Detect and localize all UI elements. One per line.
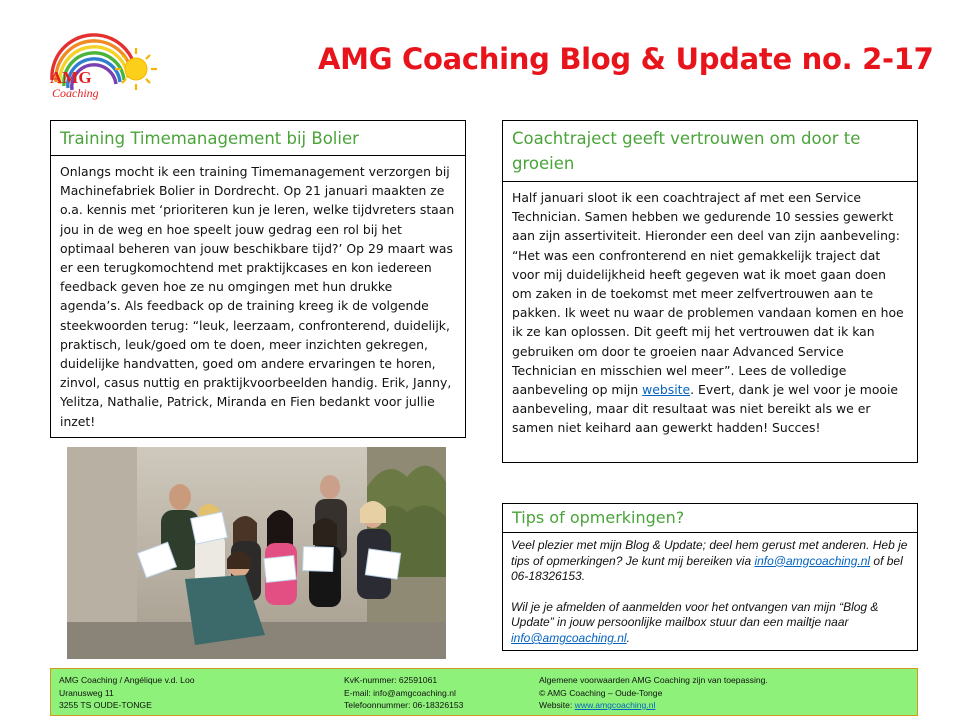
footer-legal bbox=[539, 674, 768, 712]
article1-text: Onlangs mocht ik een training Timemanagement verzorgen bij Machinefabriek Bolier in Dordrecht. Op 21 januari maakten ze o.a. kennis met ‘prioriteren kun je leren, welke tijdvreters staan jou in de weg en hoe speelt jouw gedrag een rol bij het optimaal beheren van jouw beschikbare tijd?’ Op 29 maart was er een terugkomochtend met praktijkcases en kon iedereen feedback geven hoe ze nu omgingen met hun drukke agenda’s. Als feedback op de training kreeg ik de volgende steekwoorden terug: “leuk, leerzaam, confronterend, duidelijk, praktisch, leuk/goed om te doen, meer inzichten gekregen, duidelijke handvatten, goed om andere ervaringen te horen, zinvol, casus nuttig en praktijkvoorbeelden handig. Erik, Janny, Yelitza, Nathalie, Patrick, Miranda en Fien bedankt voor jullie inzet! bbox=[60, 164, 455, 429]
tips-p1-text: Veel plezier met mijn Blog & Update; deel hem gerust met anderen. Heb je tips of opmerkingen? Je kunt mij bereiken via bbox=[511, 538, 908, 568]
group-photo-image bbox=[67, 447, 446, 659]
footer-website-link[interactable]: www.amgcoaching.nl bbox=[574, 700, 656, 710]
rainbow-sun-logo-icon bbox=[44, 22, 164, 102]
footer-city: 3255 TS OUDE-TONGE bbox=[59, 700, 152, 710]
logo-text-top: AMG bbox=[50, 68, 92, 87]
page-title: AMG Coaching Blog & Update no. 2-17 bbox=[318, 42, 934, 76]
footer-company: AMG Coaching / Angélique v.d. Loo bbox=[59, 675, 195, 685]
group-photo bbox=[67, 447, 446, 659]
email-link-2[interactable]: info@amgcoaching.nl bbox=[511, 630, 627, 645]
tips-heading: Tips of opmerkingen? bbox=[502, 503, 918, 533]
footer-street: Uranusweg 11 bbox=[59, 687, 114, 698]
website-link[interactable]: website bbox=[642, 382, 691, 398]
article1-body bbox=[50, 155, 466, 438]
footer-website bbox=[539, 699, 768, 712]
email-link[interactable]: info@amgcoaching.nl bbox=[754, 553, 871, 568]
footer-website-label: Website: bbox=[539, 700, 575, 710]
footer-copyright: © AMG Coaching – Oude-Tonge bbox=[539, 687, 663, 698]
tips-p2-text: Wil je je afmelden of aanmelden voor het ontvangen van mijn “Blog & Update” in jouw persoonlijke mailbox stuur dan een mailtje naar bbox=[511, 599, 879, 630]
tips-paragraph-1 bbox=[511, 538, 909, 585]
footer-contact bbox=[344, 674, 463, 712]
footer-phone: Telefoonnummer: 06-18326153 bbox=[344, 700, 464, 710]
logo-text-bottom: Coaching bbox=[52, 86, 99, 100]
footer bbox=[50, 668, 918, 716]
tips-p2-after: . bbox=[626, 630, 630, 645]
article1-heading: Training Timemanagement bij Bolier bbox=[50, 120, 466, 156]
amg-coaching-logo bbox=[44, 22, 164, 102]
article2-text-before-link: Half januari sloot ik een coachtraject af met een Service Technician. Samen hebben we gedurende 10 sessies gewerkt aan zijn assertiviteit. Hieronder een deel van zijn aanbeveling: “Het was een confronterend en niet gemakkelijk traject dat voor mij duidelijkheid heeft gegeven wat ik moet gaan doen om zaken in de toekomst met meer zelfvertrouwen aan te pakken. Ik weet nu waar de problemen vandaan komen en hoe ik ze kan oplossen. Dit geeft mij het vertrouwen dat ik kan gebruiken om door te groeien naar Advanced Service Technician en misschien wel meer”. Lees de volledige aanbeveling op mijn bbox=[512, 190, 904, 398]
article2-body bbox=[502, 181, 918, 463]
article2-text-after-link: . Evert, dank je wel voor je mooie aanbeveling, maar dit resultaat was niet bereikt als we er samen niet keihard aan gewerkt hadden! Succes! bbox=[512, 382, 899, 436]
article2-text bbox=[512, 188, 908, 438]
footer-email: E-mail: info@amgcoaching.nl bbox=[344, 687, 456, 698]
footer-kvk: KvK-nummer: 62591061 bbox=[344, 675, 438, 685]
footer-terms: Algemene voorwaarden AMG Coaching zijn van toepassing. bbox=[539, 675, 768, 685]
tips-p1-after: of bel 06-18326153. bbox=[511, 553, 903, 584]
footer-address bbox=[59, 674, 195, 712]
tips-paragraph-2 bbox=[511, 600, 909, 647]
article2-heading: Coachtraject geeft vertrouwen om door te groeien bbox=[502, 120, 918, 182]
tips-body bbox=[502, 532, 918, 651]
